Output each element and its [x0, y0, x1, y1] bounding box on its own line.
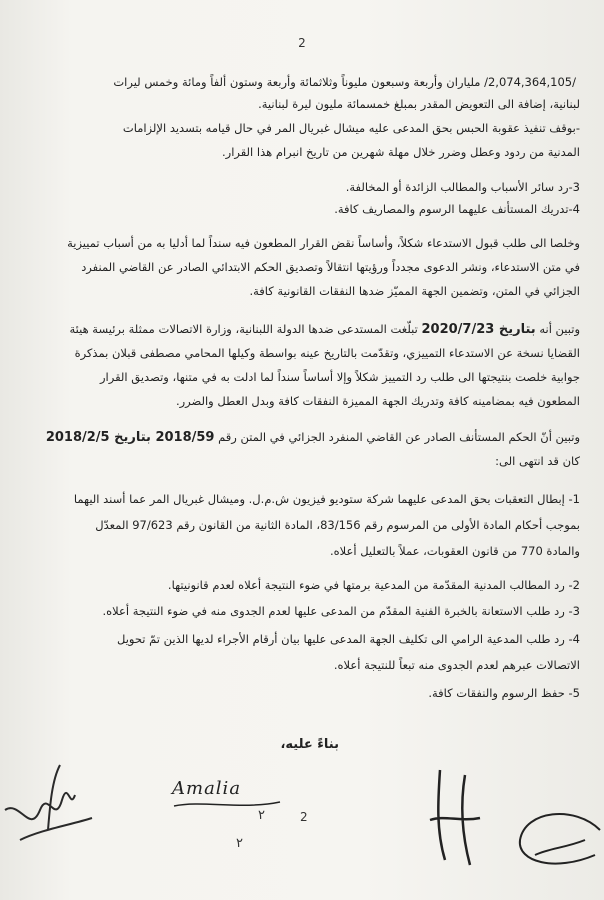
- text-line: -بوقف تنفيذ عقوبة الحبس بحق المدعى عليه ميشال غبريال المر في حال قيامه بتسديد الإلزامات: [122, 121, 580, 135]
- text-line: كان قد انتهى الى:: [495, 454, 580, 468]
- text-line: والمادة 770 من قانون العقوبات، عملاً بالتعليل أعلاه.: [329, 544, 580, 558]
- footer-number: 2: [300, 810, 308, 824]
- signature-right: [505, 800, 604, 880]
- text-line: 4-تدريك المستأنف عليهما الرسوم والمصاريف كافة.: [334, 202, 580, 216]
- signature-mark-small: ٢: [236, 836, 243, 851]
- page-number: 2: [298, 36, 306, 50]
- text-line: 3-رد سائر الأسباب والمطالب الزائدة أو المخالفة.: [345, 180, 580, 194]
- text-line: في متن الاستدعاء، ونشر الدعوى مجدداً ورؤيتها انتقالاً وتصديق الحكم الابتدائي الصادر عن القاضي المنفرد: [81, 260, 580, 274]
- text-line: /2,074,364,105/ ملياران وأربعة وسبعون مليوناً وثلاثمائة وأربعة وستون ألفاً ومائة وخمس ليرات: [113, 75, 576, 89]
- text-line: 4- رد طلب المدعية الرامي الى تكليف الجهة المدعى عليها بيان أرقام الأجراء لديها الذين تمّ تحويل: [116, 632, 580, 646]
- text-line: 3- رد طلب الاستعانة بالخبرة الفنية المقدّم من المدعى عليها لعدم الجدوى منه في ضوء النتيجة أعلاه.: [102, 604, 580, 618]
- text-line: المدنية من ردود وعطل وضرر خلال مهلة شهرين من تاريخ انبرام هذا القرار.: [221, 145, 580, 159]
- text-line: الاتصالات عبرهم لعدم الجدوى منه تبعاً للنتيجة أعلاه.: [333, 658, 580, 672]
- text-line: الجزائي في المتن، وتضمين الجهة المميّز ضدها النفقات القانونية كافة.: [249, 284, 580, 298]
- text-line: المطعون فيه بمضامينه كافة وتدريك الجهة المميزة النفقات كافة وبدل العطل والضرر.: [175, 394, 580, 408]
- signature-mark: ٢: [258, 808, 265, 823]
- text-line: وتبين أنّ الحكم المستأنف الصادر عن القاضي المنفرد الجزائي في المتن رقم 2018/59 بتاريخ 2018/2/5: [45, 430, 580, 445]
- section-heading: بناءً عليه،: [280, 737, 339, 752]
- text-line: لبنانية، إضافة الى التعويض المقدر بمبلغ خمسمائة مليون ليرة لبنانية.: [258, 97, 580, 111]
- text-line: القضايا نسخة عن الاستدعاء التمييزي، وتقدّمت بالتاريخ عينه بواسطة وكيلها المحامي مصطفى قبلان بمذكرة: [74, 346, 580, 360]
- text-line: وخلصا الى طلب قبول الاستدعاء شكلاً، وأساساً نقض القرار المطعون فيه سنداً لما أدليا به من أسباب تمييزية: [67, 236, 580, 250]
- text-line: 5- حفظ الرسوم والنفقات كافة.: [428, 686, 580, 700]
- signature-right-center: [420, 760, 490, 870]
- text-line: 1- إبطال التعقبات بحق المدعى عليهما شركة ستوديو فيزيون ش.م.ل. وميشال غبريال المر عما أسند اليهما: [73, 492, 580, 506]
- signature-left: [0, 740, 120, 850]
- text-line: 2- رد المطالب المدنية المقدّمة من المدعية برمتها في ضوء النتيجة أعلاه لعدم قانونيتها.: [167, 578, 580, 592]
- text-line: وتبين أنه بتاريخ 2020/7/23 تبلّغت المستدعى ضدها الدولة اللبنانية، وزارة الاتصالات ممثلة برئيسة هيئة: [69, 322, 580, 337]
- signature-middle: Amalia: [172, 778, 242, 799]
- text-line: جوابية خلصت بنتيجتها الى طلب رد التمييز شكلاً وإلا أساساً سنداً لما ادلت به في متنها، وتصديق القرار: [100, 370, 580, 384]
- text-line: بموجب أحكام المادة الأولى من المرسوم رقم 83/156، المادة الثانية من القانون رقم 97/623 المعدّل: [95, 518, 580, 532]
- signature-underline: [172, 796, 282, 816]
